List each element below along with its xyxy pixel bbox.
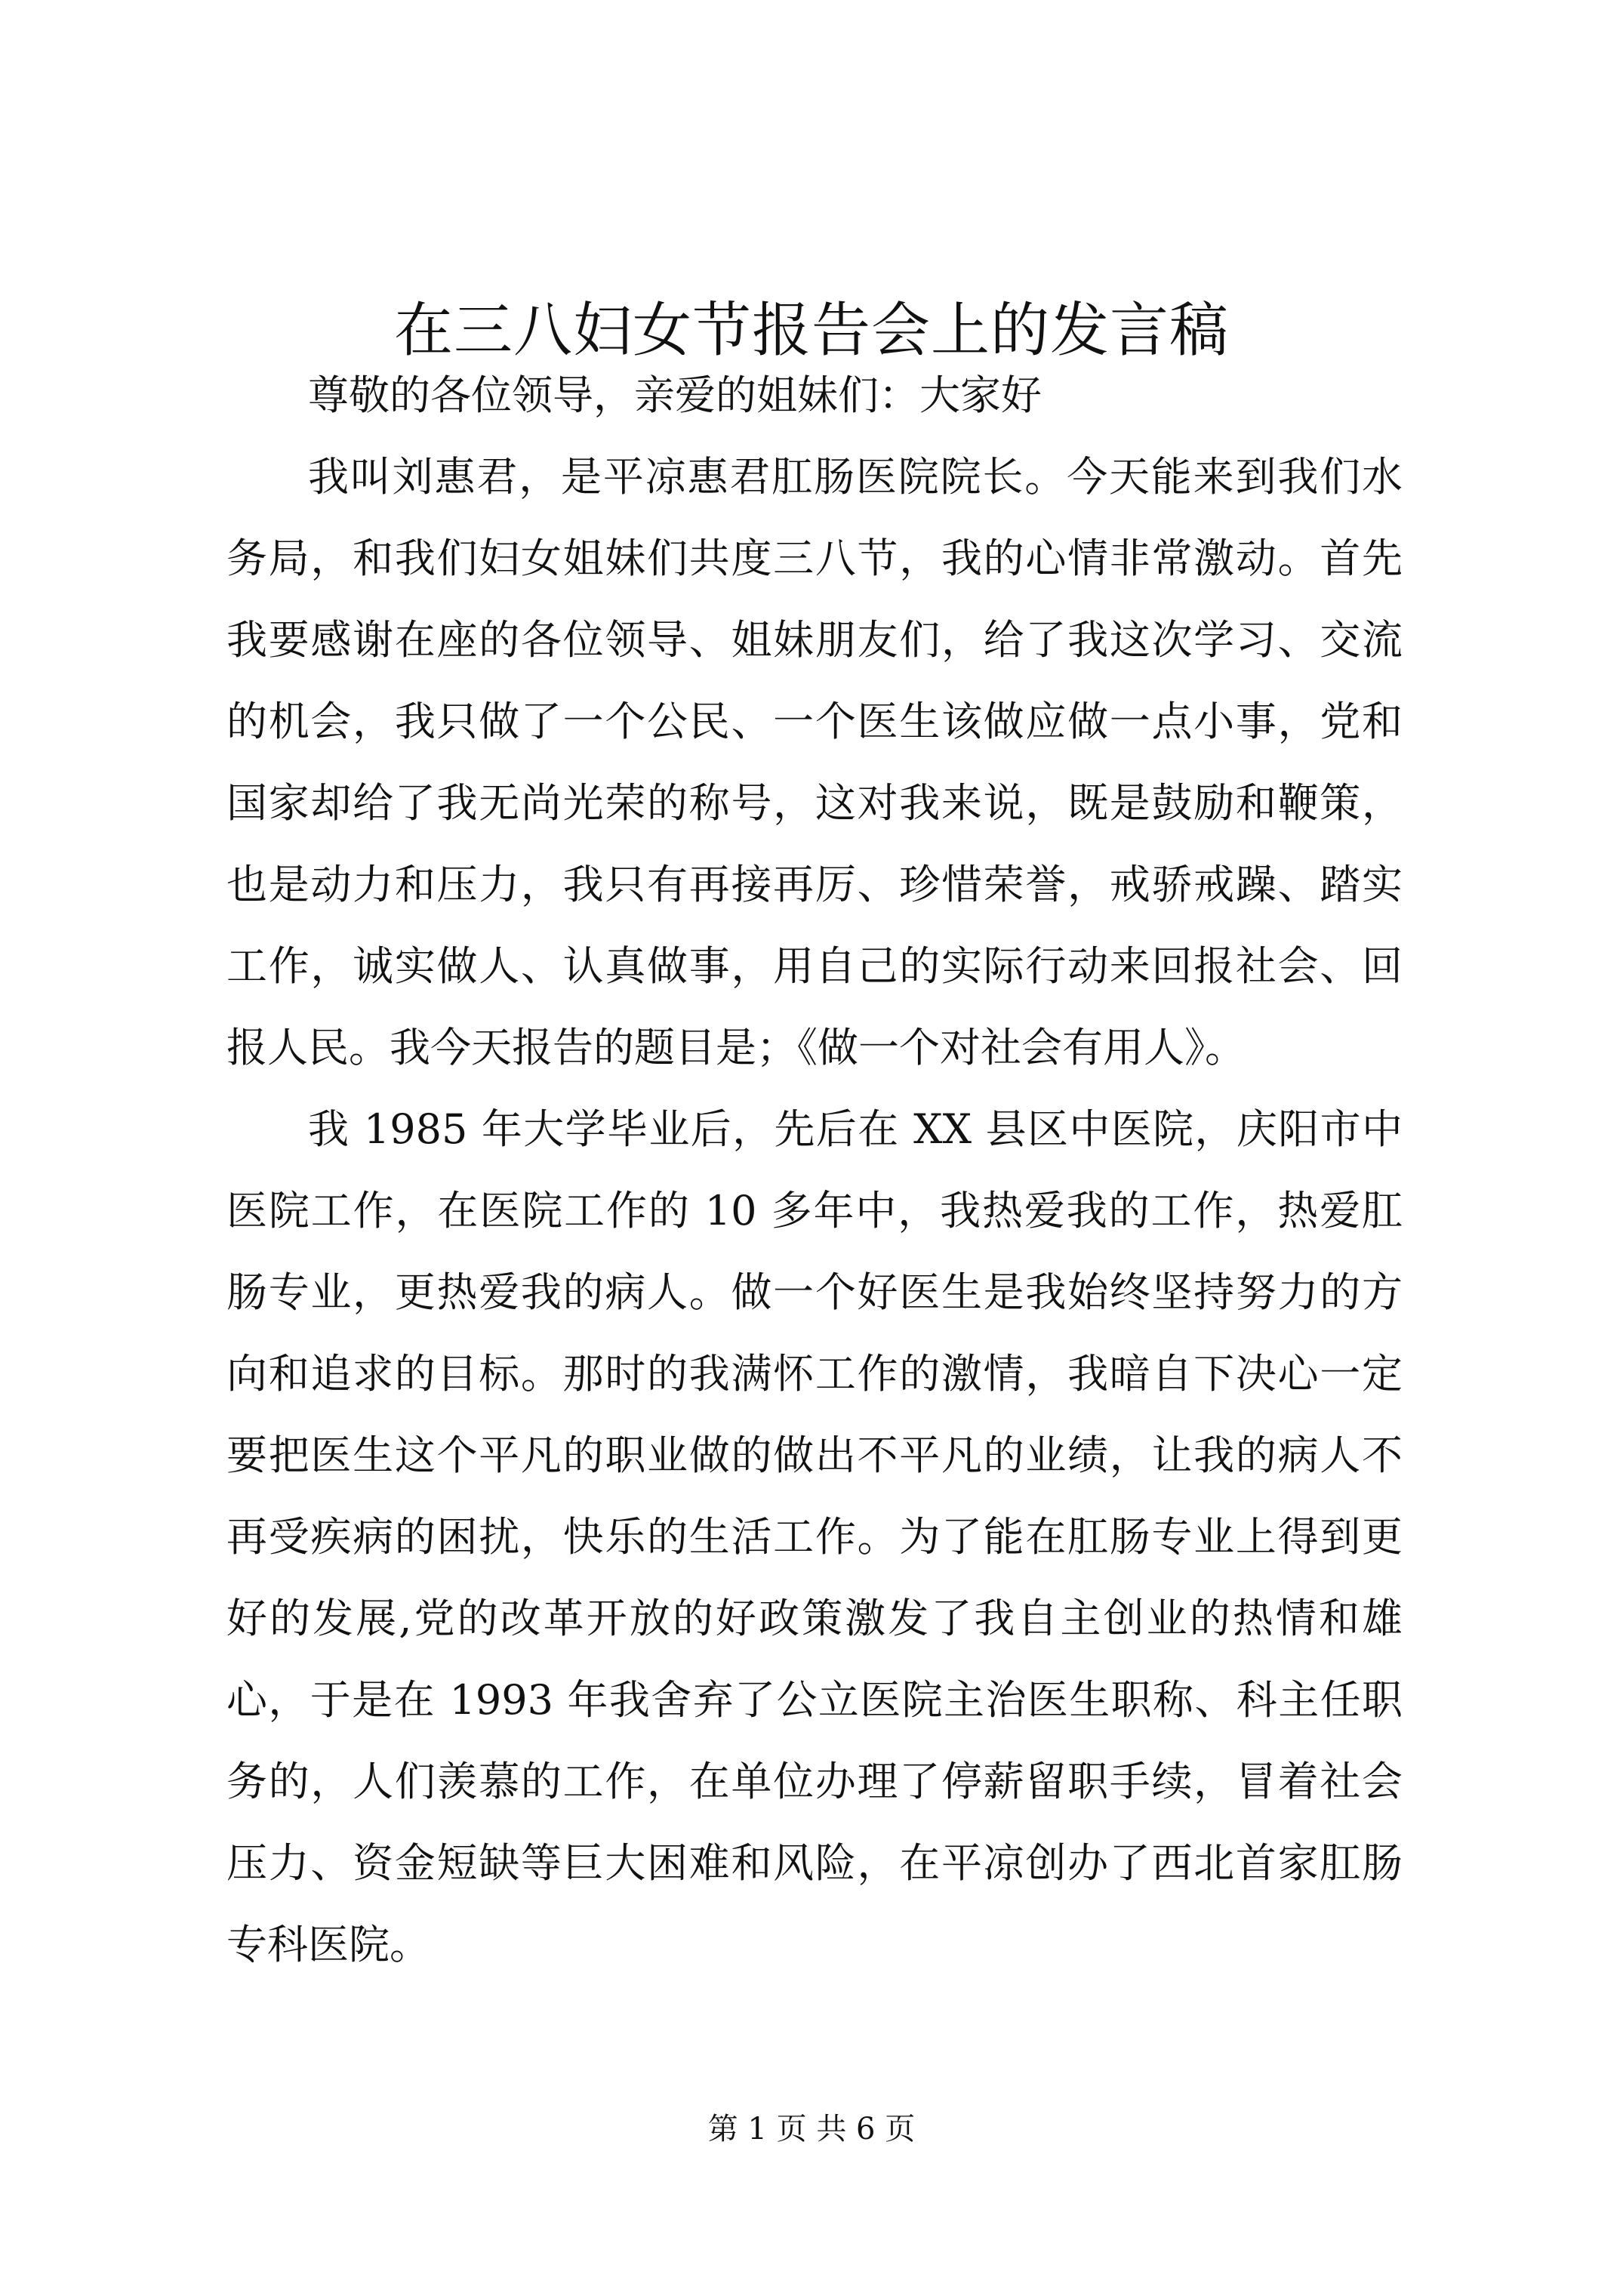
greeting-line: 尊敬的各位领导，亲爱的姐妹们：大家好 [308,371,1042,419]
page-footer: 第 1 页 共 6 页 [707,2112,916,2147]
paragraph-2: 我 1985 年大学毕业后，先后在 XX 县区中医院，庆阳市中医院工作，在医院工作的 10 多年中，我热爱我的工作，热爱肛肠专业，更热爱我的病人。做一个好医生是我始终坚持努力的方向和追求的目标。那时的我满怀工作的激情，我暗自下决心一定要把医生这个平凡的职业做的做出不平凡的业绩，让我的病人不再受疾病的困扰，快乐的生活工作。为了能在肛肠专业上得到更好的发展,党的改革开放的好政策激发了我自主创业的热情和雄心，于是在 1993 年我舍弃了公立医院主治医生职称、科主任职务的，人们羡慕的工作，在单位办理了停薪留职手续，冒着社会压力、资金短缺等巨大困难和风险，在平凉创办了西北首家肛肠专科医院。 [226,1105,1403,1968]
document-body [226,355,1403,1986]
document-title: 在三八妇女节报告会上的发言稿 [393,297,1229,365]
paragraph-1: 我叫刘惠君，是平凉惠君肛肠医院院长。今天能来到我们水务局，和我们妇女姐妹们共度三八节，我的心情非常激动。首先我要感谢在座的各位领导、姐妹朋友们，给了我这次学习、交流的机会，我只做了一个公民、一个医生该做应做一点小事，党和国家却给了我无尚光荣的称号，这对我来说，既是鼓励和鞭策，也是动力和压力，我只有再接再厉、珍惜荣誉，戒骄戒躁、踏实工作，诚实做人、认真做事，用自己的实际行动来回报社会、回报人民。我今天报告的题目是；《做一个对社会有用人》。 [226,453,1403,1071]
